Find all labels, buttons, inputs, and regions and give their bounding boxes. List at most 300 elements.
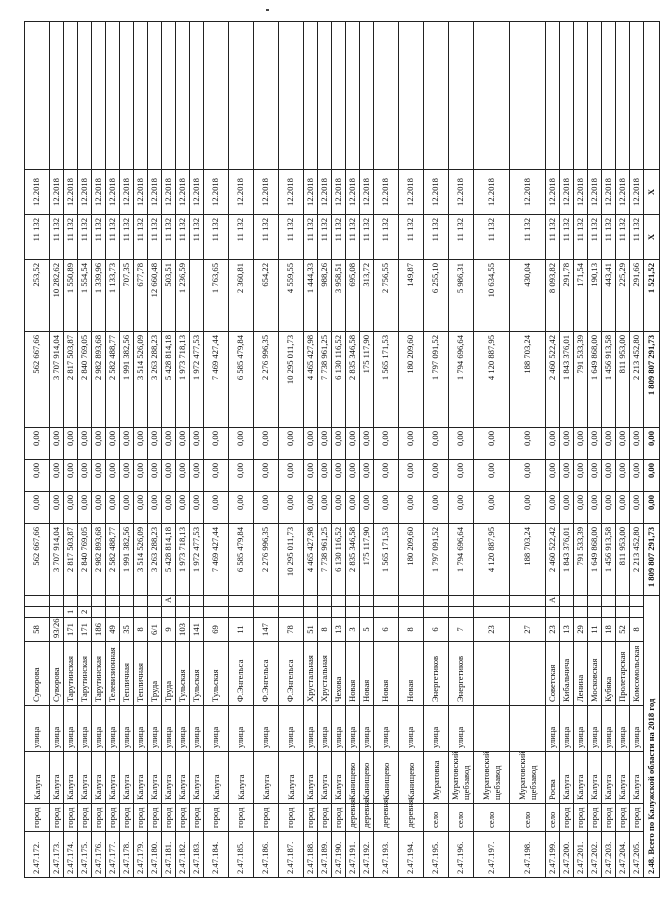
- row-code: 2.47.187.: [279, 832, 304, 878]
- owners-funds: 3 707 914,04: [50, 332, 64, 428]
- street-type: улица: [106, 706, 120, 752]
- unit-cost: 707,35: [120, 260, 134, 332]
- owners-funds: 175 117,90: [360, 332, 374, 428]
- house-number: 11: [229, 618, 254, 642]
- unit-cost: 2 360,81: [229, 260, 254, 332]
- row-code: 2.47.205.: [630, 832, 644, 878]
- spacer-cell: [449, 22, 474, 170]
- building-letter: [318, 596, 332, 607]
- settlement-name: Калуга: [204, 752, 229, 804]
- settlement-name: Калуга: [332, 752, 346, 804]
- municipal-funds: 0,00: [602, 428, 616, 460]
- total-cost: 5 428 814,18: [162, 524, 176, 596]
- settlement-type: город: [616, 804, 630, 832]
- street-type: улица: [318, 706, 332, 752]
- total-completion-date: Х: [644, 170, 660, 215]
- building-number: [148, 607, 162, 618]
- row-code: 2.47.182.: [176, 832, 190, 878]
- street-type: улица: [616, 706, 630, 752]
- table-row: [190, 22, 204, 878]
- settlement-type: село: [424, 804, 449, 832]
- municipal-funds: 0,00: [92, 428, 106, 460]
- owners-funds: 1 565 171,53: [374, 332, 399, 428]
- settlement-type: город: [204, 804, 229, 832]
- max-unit-cost: 11 132: [574, 215, 588, 260]
- street-type: улица: [190, 706, 204, 752]
- max-unit-cost: 11 132: [120, 215, 134, 260]
- owners-funds: 1 991 382,56: [120, 332, 134, 428]
- table-row: [64, 22, 78, 878]
- settlement-name: Калуга: [50, 752, 64, 804]
- federal-funds: 0,00: [449, 492, 474, 524]
- federal-funds: 0,00: [304, 492, 318, 524]
- regional-funds: 0,00: [424, 460, 449, 492]
- spacer-cell: [332, 22, 346, 170]
- table-row: [424, 22, 449, 878]
- table-row: [630, 22, 644, 878]
- settlement-type: город: [190, 804, 204, 832]
- spacer-cell: [374, 22, 399, 170]
- municipal-funds: 0,00: [374, 428, 399, 460]
- street-type: улица: [574, 706, 588, 752]
- total-cost: 1 797 091,52: [424, 524, 449, 596]
- owners-funds: 188 703,24: [510, 332, 546, 428]
- settlement-name: Канищево: [360, 752, 374, 804]
- house-number: 141: [190, 618, 204, 642]
- street-type: улица: [399, 706, 424, 752]
- federal-funds: 0,00: [588, 492, 602, 524]
- municipal-funds: 0,00: [229, 428, 254, 460]
- settlement-name: Калуга: [176, 752, 190, 804]
- completion-date: 12.2018: [474, 170, 510, 215]
- completion-date: 12.2018: [360, 170, 374, 215]
- settlement-name: Калуга: [120, 752, 134, 804]
- row-code: 2.47.186.: [254, 832, 279, 878]
- completion-date: 12.2018: [106, 170, 120, 215]
- street-type: улица: [92, 706, 106, 752]
- total-cost: 1 565 171,53: [374, 524, 399, 596]
- federal-funds: 0,00: [25, 492, 50, 524]
- street-name: Советская: [546, 642, 560, 706]
- house-number: 13: [332, 618, 346, 642]
- total-municipal-funds: 0,00: [644, 428, 660, 460]
- street-type: улица: [254, 706, 279, 752]
- street-type: улица: [162, 706, 176, 752]
- max-unit-cost: 11 132: [616, 215, 630, 260]
- regional-funds: 0,00: [50, 460, 64, 492]
- building-letter: [304, 596, 318, 607]
- building-number: [190, 607, 204, 618]
- owners-funds: 7 738 961,25: [318, 332, 332, 428]
- unit-cost: 988,26: [318, 260, 332, 332]
- max-unit-cost: 11 132: [474, 215, 510, 260]
- building-letter: [602, 596, 616, 607]
- spacer-cell: [229, 22, 254, 170]
- total-cost: 10 295 011,73: [279, 524, 304, 596]
- unit-cost: 190,13: [588, 260, 602, 332]
- settlement-name: Калуга: [318, 752, 332, 804]
- building-letter: [148, 596, 162, 607]
- settlement-name: Калуга: [64, 752, 78, 804]
- scan-speck: [266, 9, 269, 11]
- building-number: [399, 607, 424, 618]
- house-number: 186: [92, 618, 106, 642]
- row-code: 2.47.191.: [346, 832, 360, 878]
- completion-date: 12.2018: [510, 170, 546, 215]
- street-type: улица: [64, 706, 78, 752]
- owners-funds: 5 428 814,18: [162, 332, 176, 428]
- building-number: 1: [64, 607, 78, 618]
- settlement-type: город: [25, 804, 50, 832]
- house-number: 58: [25, 618, 50, 642]
- total-cost: 3 263 288,23: [148, 524, 162, 596]
- unit-cost: 4 559,55: [279, 260, 304, 332]
- building-letter: [134, 596, 148, 607]
- settlement-name: Канищево: [374, 752, 399, 804]
- building-number: [50, 607, 64, 618]
- street-name: Хрустальная: [304, 642, 318, 706]
- settlement-type: город: [176, 804, 190, 832]
- house-number: 8: [630, 618, 644, 642]
- spacer-cell: [25, 22, 50, 170]
- total-total-cost: 1 809 807 291,73: [644, 524, 660, 596]
- federal-funds: 0,00: [106, 492, 120, 524]
- settlement-type: город: [120, 804, 134, 832]
- owners-funds: 3 263 288,23: [148, 332, 162, 428]
- settlement-name: Калуга: [162, 752, 176, 804]
- federal-funds: 0,00: [254, 492, 279, 524]
- house-number: 93/26: [50, 618, 64, 642]
- owners-funds: 1 649 868,00: [588, 332, 602, 428]
- max-unit-cost: 11 132: [399, 215, 424, 260]
- capital-repair-registry-table: [24, 21, 660, 878]
- federal-funds: 0,00: [474, 492, 510, 524]
- completion-date: 12.2018: [374, 170, 399, 215]
- total-cost: 6 585 479,84: [229, 524, 254, 596]
- settlement-type: село: [546, 804, 560, 832]
- street-name: Тарутинская: [78, 642, 92, 706]
- building-number: [374, 607, 399, 618]
- settlement-type: село: [510, 804, 546, 832]
- street-name: Кубяка: [602, 642, 616, 706]
- municipal-funds: 0,00: [560, 428, 574, 460]
- street-name: Ленина: [574, 642, 588, 706]
- unit-cost: 313,72: [360, 260, 374, 332]
- house-number: 8: [399, 618, 424, 642]
- total-cost: 4 465 427,98: [304, 524, 318, 596]
- row-code: 2.47.204.: [616, 832, 630, 878]
- building-number: [92, 607, 106, 618]
- street-type: улица: [78, 706, 92, 752]
- owners-funds: 1 797 091,52: [424, 332, 449, 428]
- regional-funds: 0,00: [346, 460, 360, 492]
- spacer-cell: [616, 22, 630, 170]
- federal-funds: 0,00: [560, 492, 574, 524]
- federal-funds: 0,00: [229, 492, 254, 524]
- street-name: Тепличная: [134, 642, 148, 706]
- table-row: [134, 22, 148, 878]
- regional-funds: 0,00: [279, 460, 304, 492]
- unit-cost: 3 958,51: [332, 260, 346, 332]
- completion-date: 12.2018: [190, 170, 204, 215]
- unit-cost: 1 763,65: [204, 260, 229, 332]
- street-type: улица: [630, 706, 644, 752]
- settlement-name: Калуга: [588, 752, 602, 804]
- regional-funds: 0,00: [616, 460, 630, 492]
- municipal-funds: 0,00: [204, 428, 229, 460]
- building-letter: [78, 596, 92, 607]
- settlement-name: Калуга: [78, 752, 92, 804]
- building-letter: [360, 596, 374, 607]
- completion-date: 12.2018: [588, 170, 602, 215]
- regional-funds: 0,00: [148, 460, 162, 492]
- unit-cost: 1 133,73: [106, 260, 120, 332]
- max-unit-cost: 11 132: [360, 215, 374, 260]
- total-cost: 7 738 961,25: [318, 524, 332, 596]
- total-cost: 4 120 887,95: [474, 524, 510, 596]
- municipal-funds: 0,00: [449, 428, 474, 460]
- max-unit-cost: 11 132: [332, 215, 346, 260]
- row-code: 2.47.184.: [204, 832, 229, 878]
- regional-funds: 0,00: [176, 460, 190, 492]
- settlement-type: город: [229, 804, 254, 832]
- municipal-funds: 0,00: [25, 428, 50, 460]
- regional-funds: 0,00: [588, 460, 602, 492]
- total-cost: 2 460 522,42: [546, 524, 560, 596]
- completion-date: 12.2018: [64, 170, 78, 215]
- settlement-type: город: [574, 804, 588, 832]
- total-cost: 1 973 718,13: [176, 524, 190, 596]
- street-type: [510, 706, 546, 752]
- building-letter: [176, 596, 190, 607]
- table-row: [204, 22, 229, 878]
- building-letter: [92, 596, 106, 607]
- house-number: 35: [120, 618, 134, 642]
- regional-funds: 0,00: [106, 460, 120, 492]
- house-number: 6: [424, 618, 449, 642]
- row-code: 2.47.193.: [374, 832, 399, 878]
- total-cost: 2 840 769,05: [78, 524, 92, 596]
- building-letter: [64, 596, 78, 607]
- street-name: Московская: [588, 642, 602, 706]
- street-name: Новая: [374, 642, 399, 706]
- max-unit-cost: 11 132: [92, 215, 106, 260]
- building-number: [616, 607, 630, 618]
- municipal-funds: 0,00: [424, 428, 449, 460]
- settlement-name: Калуга: [190, 752, 204, 804]
- spacer-cell: [134, 22, 148, 170]
- max-unit-cost: 11 132: [229, 215, 254, 260]
- completion-date: 12.2018: [616, 170, 630, 215]
- row-code: 2.47.185.: [229, 832, 254, 878]
- building-number: [332, 607, 346, 618]
- max-unit-cost: 11 132: [304, 215, 318, 260]
- owners-funds: 562 667,66: [25, 332, 50, 428]
- settlement-name: Калуга: [279, 752, 304, 804]
- completion-date: 12.2018: [574, 170, 588, 215]
- spacer-cell: [162, 22, 176, 170]
- street-name: Кибальчича: [560, 642, 574, 706]
- settlement-name: Муратовский щебзавод: [510, 752, 546, 804]
- house-number: 52: [616, 618, 630, 642]
- building-letter: [120, 596, 134, 607]
- completion-date: 12.2018: [424, 170, 449, 215]
- settlement-type: город: [92, 804, 106, 832]
- max-unit-cost: 11 132: [64, 215, 78, 260]
- owners-funds: 2 213 452,80: [630, 332, 644, 428]
- row-code: 2.47.181.: [162, 832, 176, 878]
- municipal-funds: 0,00: [304, 428, 318, 460]
- regional-funds: 0,00: [92, 460, 106, 492]
- spacer-cell: [279, 22, 304, 170]
- row-code: 2.47.176.: [92, 832, 106, 878]
- house-number: 69: [204, 618, 229, 642]
- total-label: 2.48. Всего по Калужской области на 2018 год: [644, 596, 660, 878]
- street-type: улица: [148, 706, 162, 752]
- total-max-unit-cost: Х: [644, 215, 660, 260]
- total-row: [644, 22, 660, 878]
- regional-funds: 0,00: [332, 460, 346, 492]
- regional-funds: 0,00: [162, 460, 176, 492]
- house-number: 3: [346, 618, 360, 642]
- street-name: Пролетарская: [616, 642, 630, 706]
- row-code: 2.47.192.: [360, 832, 374, 878]
- settlement-name: Муратовский щебзавод: [474, 752, 510, 804]
- federal-funds: 0,00: [318, 492, 332, 524]
- building-letter: [630, 596, 644, 607]
- street-name: Хрустальная: [318, 642, 332, 706]
- federal-funds: 0,00: [399, 492, 424, 524]
- unit-cost: 1 554,54: [78, 260, 92, 332]
- street-name: Тарутинская: [64, 642, 78, 706]
- completion-date: 12.2018: [602, 170, 616, 215]
- federal-funds: 0,00: [630, 492, 644, 524]
- building-number: 2: [78, 607, 92, 618]
- settlement-name: Калуга: [106, 752, 120, 804]
- street-name: Тепличная: [120, 642, 134, 706]
- federal-funds: 0,00: [204, 492, 229, 524]
- municipal-funds: 0,00: [616, 428, 630, 460]
- spacer-cell: [346, 22, 360, 170]
- municipal-funds: 0,00: [318, 428, 332, 460]
- table-row: [318, 22, 332, 878]
- completion-date: 12.2018: [279, 170, 304, 215]
- completion-date: 12.2018: [332, 170, 346, 215]
- regional-funds: 0,00: [190, 460, 204, 492]
- building-letter: [106, 596, 120, 607]
- table-row: [120, 22, 134, 878]
- street-type: улица: [134, 706, 148, 752]
- municipal-funds: 0,00: [546, 428, 560, 460]
- completion-date: 12.2018: [148, 170, 162, 215]
- table-row: [588, 22, 602, 878]
- settlement-type: деревня: [399, 804, 424, 832]
- unit-cost: 1 550,89: [64, 260, 78, 332]
- street-name: Новая: [346, 642, 360, 706]
- max-unit-cost: 11 132: [254, 215, 279, 260]
- building-letter: [190, 596, 204, 607]
- building-number: [229, 607, 254, 618]
- row-code: 2.47.196.: [449, 832, 474, 878]
- building-number: [120, 607, 134, 618]
- unit-cost: 1 339,96: [92, 260, 106, 332]
- federal-funds: 0,00: [162, 492, 176, 524]
- building-number: [346, 607, 360, 618]
- unit-cost: 10 282,62: [50, 260, 64, 332]
- settlement-type: город: [602, 804, 616, 832]
- owners-funds: 2 835 346,58: [346, 332, 360, 428]
- federal-funds: 0,00: [332, 492, 346, 524]
- table-row: [25, 22, 50, 878]
- max-unit-cost: 11 132: [279, 215, 304, 260]
- settlement-type: город: [279, 804, 304, 832]
- owners-funds: 1 843 376,01: [560, 332, 574, 428]
- spacer-cell: [204, 22, 229, 170]
- building-number: [134, 607, 148, 618]
- regional-funds: 0,00: [254, 460, 279, 492]
- settlement-name: Калуга: [616, 752, 630, 804]
- total-cost: 2 835 346,58: [346, 524, 360, 596]
- owners-funds: 7 469 427,44: [204, 332, 229, 428]
- settlement-name: Калуга: [304, 752, 318, 804]
- street-name: Телевизионная: [106, 642, 120, 706]
- row-code: 2.47.203.: [602, 832, 616, 878]
- completion-date: 12.2018: [399, 170, 424, 215]
- max-unit-cost: 11 132: [630, 215, 644, 260]
- completion-date: 12.2018: [346, 170, 360, 215]
- settlement-name: Калуга: [25, 752, 50, 804]
- building-number: [176, 607, 190, 618]
- settlement-name: Росва: [546, 752, 560, 804]
- owners-funds: 1 794 696,64: [449, 332, 474, 428]
- building-letter: [588, 596, 602, 607]
- house-number: 51: [304, 618, 318, 642]
- table-row: [374, 22, 399, 878]
- max-unit-cost: 11 132: [346, 215, 360, 260]
- spacer-cell: [560, 22, 574, 170]
- owners-funds: 10 295 011,73: [279, 332, 304, 428]
- row-code: 2.47.188.: [304, 832, 318, 878]
- row-code: 2.47.199.: [546, 832, 560, 878]
- unit-cost: 253,52: [25, 260, 50, 332]
- building-letter: [560, 596, 574, 607]
- spacer-cell: [148, 22, 162, 170]
- row-code: 2.47.198.: [510, 832, 546, 878]
- owners-funds: 2 582 488,77: [106, 332, 120, 428]
- unit-cost: 149,87: [399, 260, 424, 332]
- total-cost: 2 982 893,68: [92, 524, 106, 596]
- municipal-funds: 0,00: [346, 428, 360, 460]
- owners-funds: 811 953,00: [616, 332, 630, 428]
- table-row: [560, 22, 574, 878]
- max-unit-cost: 11 132: [78, 215, 92, 260]
- total-cost: 1 972 477,53: [190, 524, 204, 596]
- table-row: [602, 22, 616, 878]
- completion-date: 12.2018: [630, 170, 644, 215]
- street-name: Суворова: [50, 642, 64, 706]
- municipal-funds: 0,00: [106, 428, 120, 460]
- street-type: улица: [279, 706, 304, 752]
- total-cost: 2 582 488,77: [106, 524, 120, 596]
- table-row: [360, 22, 374, 878]
- settlement-name: Калуга: [134, 752, 148, 804]
- table-row: [254, 22, 279, 878]
- street-name: Суворова: [25, 642, 50, 706]
- municipal-funds: 0,00: [78, 428, 92, 460]
- spacer-cell: [78, 22, 92, 170]
- unit-cost: 171,54: [574, 260, 588, 332]
- street-type: улица: [602, 706, 616, 752]
